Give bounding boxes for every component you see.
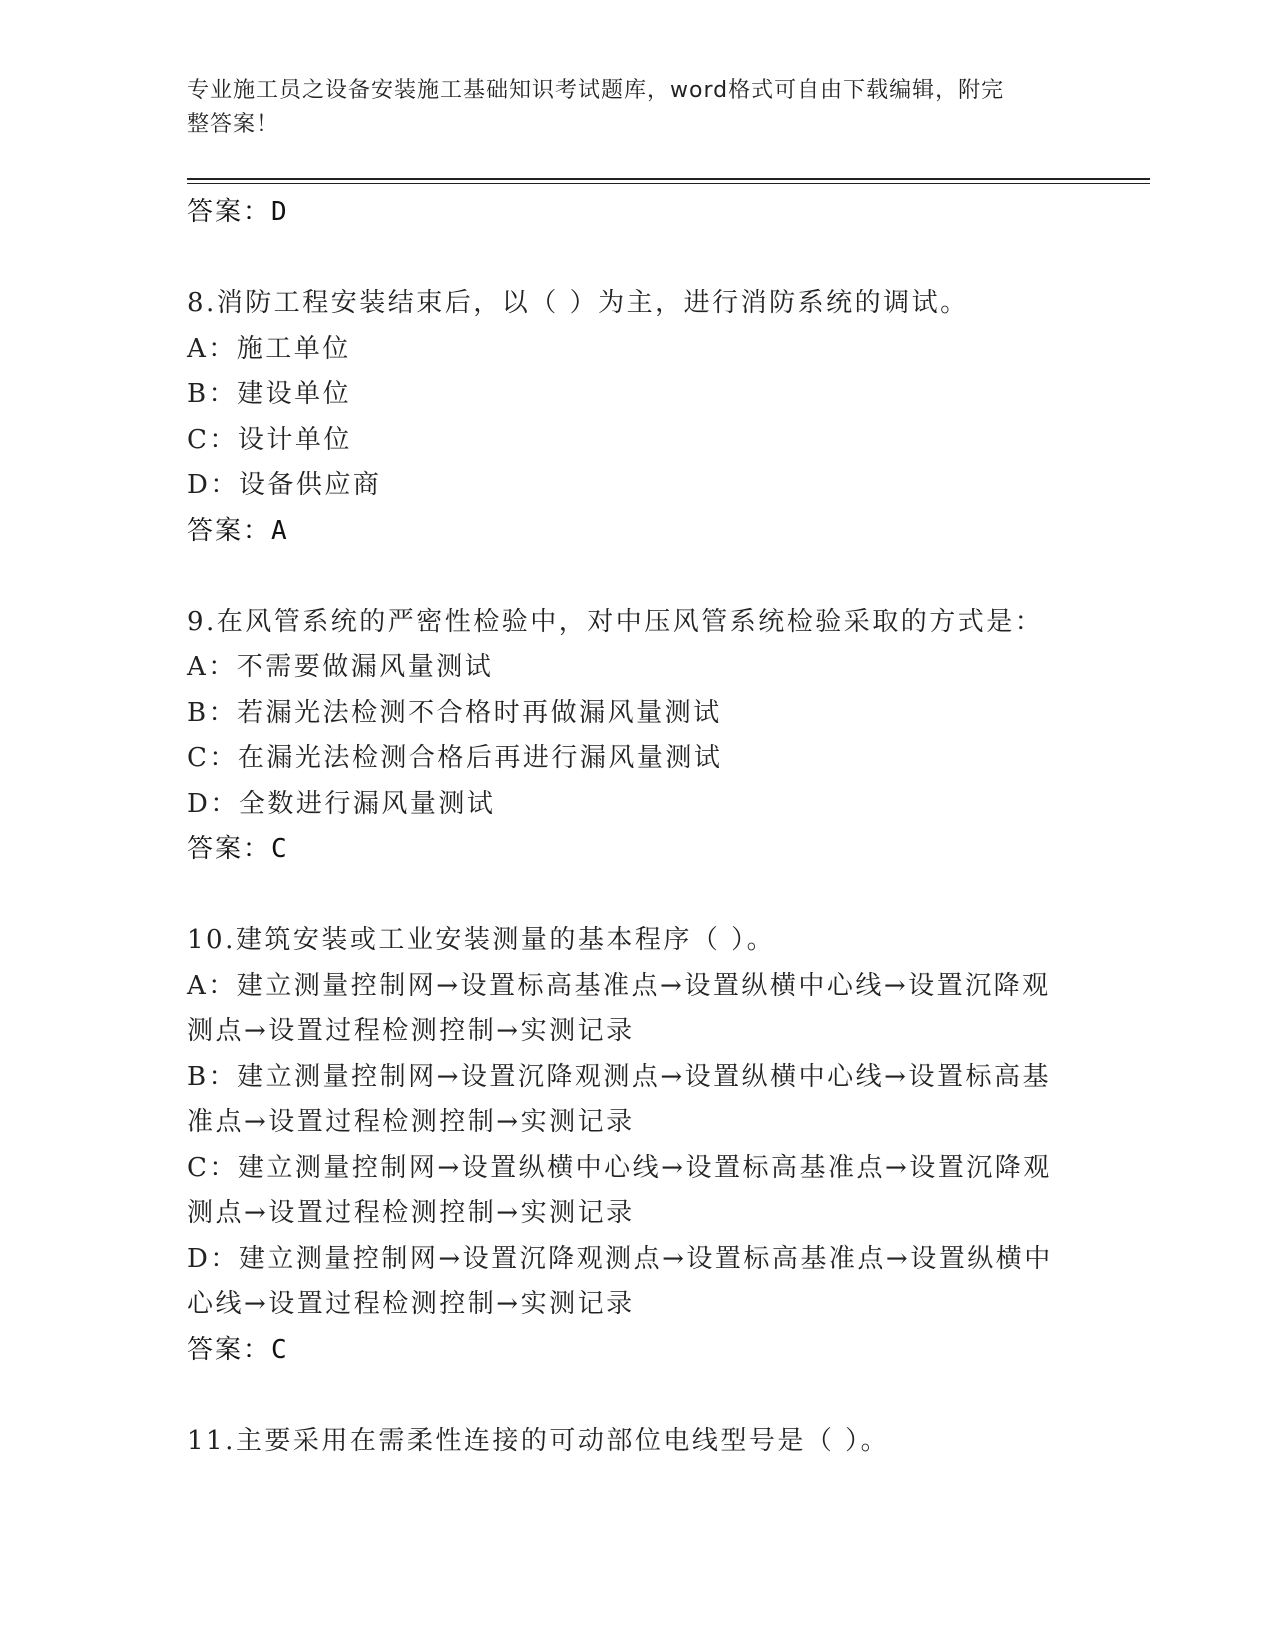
answer-value: C — [271, 1334, 289, 1365]
question-option-continued: 心线→设置过程检测控制→实测记录 — [187, 1289, 635, 1319]
question-item — [187, 281, 1087, 554]
question-option-continued: 准点→设置过程检测控制→实测记录 — [187, 1107, 635, 1137]
answer-value: C — [271, 834, 289, 864]
question-option: B：建设单位 — [187, 379, 352, 409]
answer-line — [187, 190, 1087, 236]
header-line-2: 整答案！ — [187, 112, 280, 137]
question-stem: 10.建筑安装或工业安装测量的基本程序（ ）。 — [187, 925, 776, 955]
question-option: A：施工单位 — [187, 333, 351, 364]
answer-label: 答案： — [187, 1334, 272, 1365]
document-header — [187, 74, 1067, 142]
question-option: D：建立测量控制网→设置沉降观测点→设置标高基准点→设置纵横中 — [187, 1243, 1053, 1274]
question-item — [187, 1419, 1087, 1465]
answer-label: 答案： — [187, 515, 272, 546]
question-option: D：全数进行漏风量测试 — [187, 788, 496, 819]
question-option: B：建立测量控制网→设置沉降观测点→设置纵横中心线→设置标高基 — [187, 1061, 1051, 1092]
header-divider-thick — [187, 178, 1150, 180]
answer-label: 答案： — [187, 834, 272, 864]
question-item — [187, 600, 1087, 873]
question-option: C：在漏光法检测合格后再进行漏风量测试 — [187, 743, 723, 773]
question-stem: 9.在风管系统的严密性检验中，对中压风管系统检验采取的方式是： — [187, 606, 1044, 637]
question-option: B：若漏光法检测不合格时再做漏风量测试 — [187, 697, 722, 728]
answer-value: A — [271, 515, 289, 546]
header-line-1: 专业施工员之设备安装施工基础知识考试题库，word格式可自由下载编辑，附完 — [187, 78, 1005, 103]
question-option: A：不需要做漏风量测试 — [187, 652, 494, 682]
question-stem: 8.消防工程安装结束后，以（ ）为主，进行消防系统的调试。 — [187, 288, 969, 318]
question-list — [187, 190, 1087, 1464]
answer-line — [187, 509, 1087, 555]
question-option-continued: 测点→设置过程检测控制→实测记录 — [187, 1198, 635, 1228]
answer-label: 答案： — [187, 197, 272, 227]
answer-line — [187, 1328, 1087, 1374]
answer-line — [187, 827, 1087, 873]
question-option: A：建立测量控制网→设置标高基准点→设置纵横中心线→设置沉降观 — [187, 970, 1051, 1001]
question-option-continued: 测点→设置过程检测控制→实测记录 — [187, 1016, 635, 1046]
question-item — [187, 918, 1087, 1373]
question-option: C：建立测量控制网→设置纵横中心线→设置标高基准点→设置沉降观 — [187, 1152, 1052, 1183]
question-option: C：设计单位 — [187, 424, 352, 455]
question-option: D：设备供应商 — [187, 470, 382, 500]
answer-value: D — [271, 197, 289, 227]
header-divider-thin — [187, 183, 1150, 184]
question-stem: 11.主要采用在需柔性连接的可动部位电线型号是（ ）。 — [187, 1425, 890, 1456]
